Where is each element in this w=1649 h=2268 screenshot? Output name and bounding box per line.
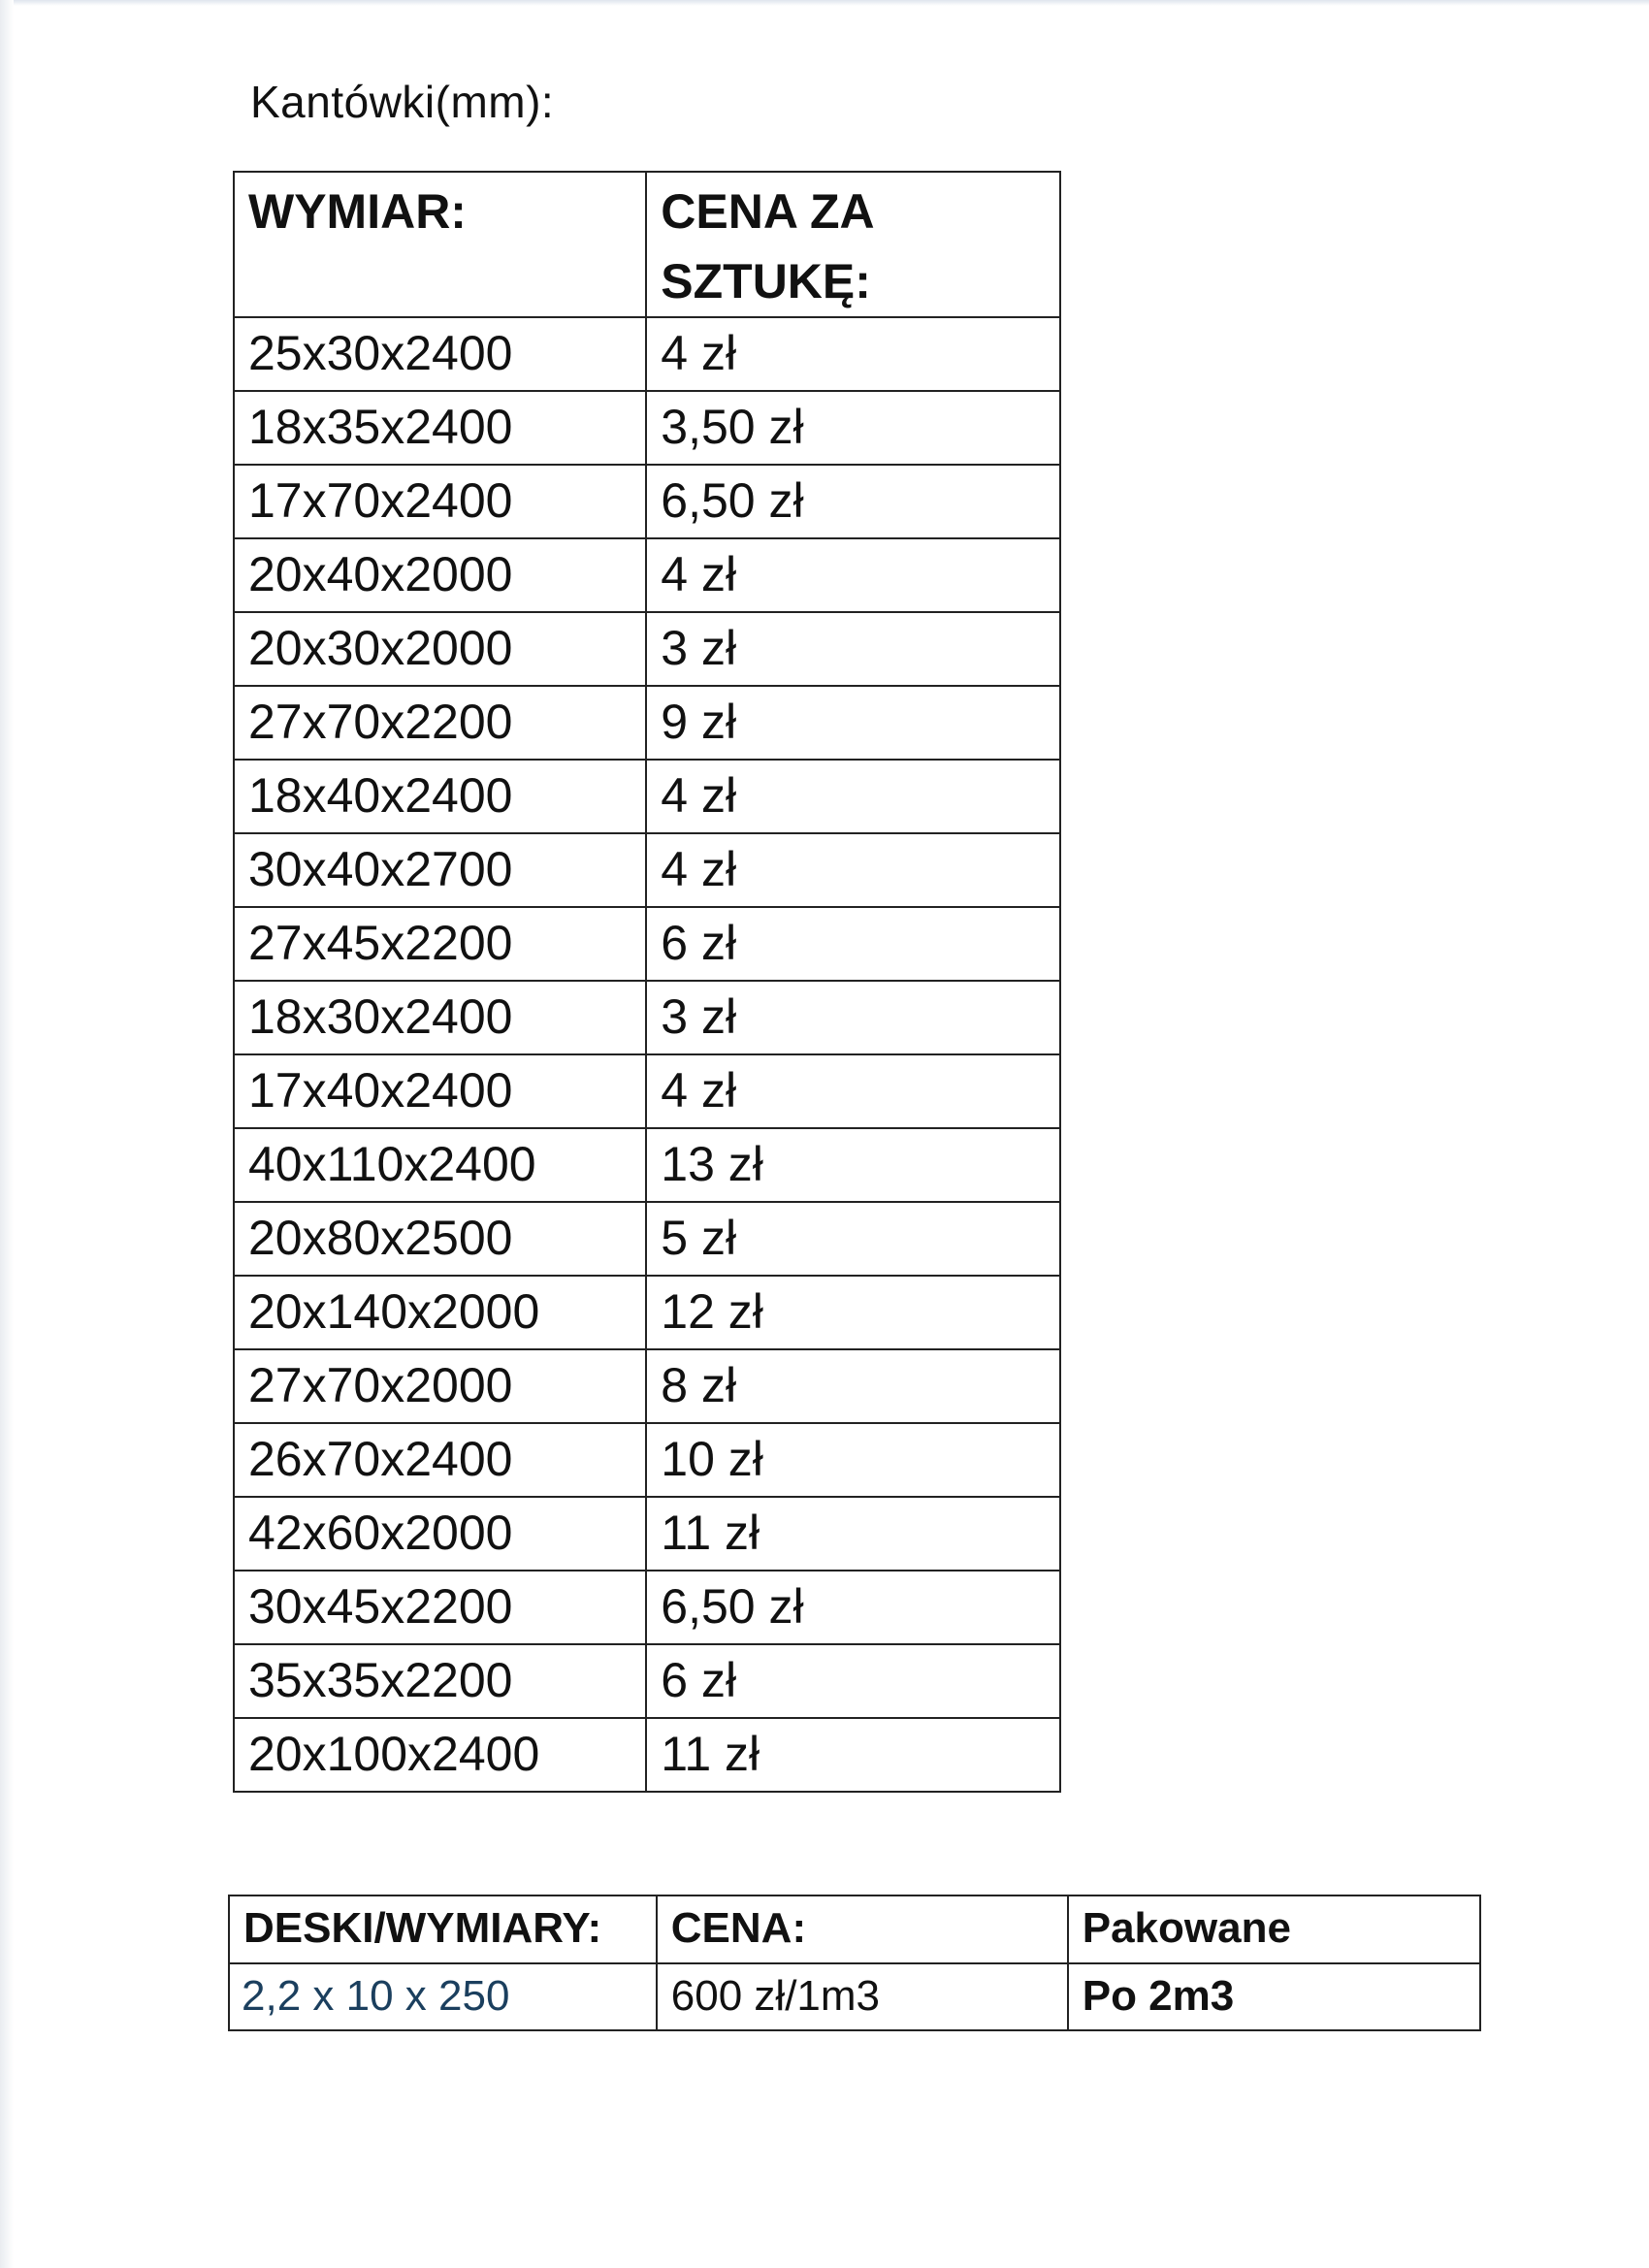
table-row [234, 1423, 1060, 1497]
price-cell: 11 zł [646, 1497, 1060, 1571]
price-cell: 6,50 zł [646, 465, 1060, 538]
table-row [234, 1497, 1060, 1571]
deski-packed-cell: Po 2m3 [1068, 1963, 1480, 2030]
deski-dimensions-header: DESKI/WYMIARY: [229, 1895, 657, 1963]
price-cell: 11 zł [646, 1718, 1060, 1792]
table-row [234, 391, 1060, 465]
price-cell: 4 zł [646, 760, 1060, 833]
price-cell: 3,50 zł [646, 391, 1060, 465]
dimension-cell: 30x45x2200 [234, 1571, 646, 1644]
scan-edge-top [0, 0, 1649, 6]
price-header-line2: SZTUKĘ: [661, 254, 871, 308]
dimension-cell: 20x30x2000 [234, 612, 646, 686]
dimension-cell: 27x70x2200 [234, 686, 646, 760]
price-header-line1: CENA ZA [661, 184, 875, 239]
deski-header-row [229, 1895, 1480, 1963]
price-header [646, 172, 1060, 317]
table-row [234, 686, 1060, 760]
table-row [234, 317, 1060, 391]
price-cell: 6 zł [646, 1644, 1060, 1718]
table-row [234, 981, 1060, 1054]
dimension-cell: 30x40x2700 [234, 833, 646, 907]
price-cell: 4 zł [646, 317, 1060, 391]
dimension-cell: 40x110x2400 [234, 1128, 646, 1202]
scan-edge-left [0, 0, 14, 2268]
table-row [234, 760, 1060, 833]
dimension-cell: 17x40x2400 [234, 1054, 646, 1128]
table-row [234, 1571, 1060, 1644]
table-row [234, 612, 1060, 686]
price-cell: 5 zł [646, 1202, 1060, 1276]
deski-price-cell: 600 zł/1m3 [657, 1963, 1068, 2030]
price-cell: 6,50 zł [646, 1571, 1060, 1644]
table-row [234, 1128, 1060, 1202]
table-row [234, 907, 1060, 981]
dimension-cell: 42x60x2000 [234, 1497, 646, 1571]
price-cell: 12 zł [646, 1276, 1060, 1349]
price-cell: 3 zł [646, 612, 1060, 686]
dimension-cell: 35x35x2200 [234, 1644, 646, 1718]
price-cell: 4 zł [646, 833, 1060, 907]
dimension-cell: 20x80x2500 [234, 1202, 646, 1276]
table-row [234, 465, 1060, 538]
price-cell: 6 zł [646, 907, 1060, 981]
dimension-cell: 27x70x2000 [234, 1349, 646, 1423]
dimension-cell: 27x45x2200 [234, 907, 646, 981]
price-cell: 4 zł [646, 538, 1060, 612]
deski-price-header: CENA: [657, 1895, 1068, 1963]
dimension-header: WYMIAR: [234, 172, 646, 317]
table-row [234, 1349, 1060, 1423]
kantowki-price-table [233, 171, 1061, 1793]
price-cell: 9 zł [646, 686, 1060, 760]
table-header-row [234, 172, 1060, 317]
page-title: Kantówki(mm): [250, 77, 555, 127]
dimension-cell: 20x100x2400 [234, 1718, 646, 1792]
deski-row [229, 1963, 1480, 2030]
price-cell: 8 zł [646, 1349, 1060, 1423]
dimension-cell: 25x30x2400 [234, 317, 646, 391]
deski-packed-header: Pakowane [1068, 1895, 1480, 1963]
table-row [234, 1276, 1060, 1349]
table-row [234, 1054, 1060, 1128]
dimension-cell: 17x70x2400 [234, 465, 646, 538]
table-row [234, 833, 1060, 907]
dimension-cell: 18x35x2400 [234, 391, 646, 465]
price-cell: 3 zł [646, 981, 1060, 1054]
price-cell: 13 zł [646, 1128, 1060, 1202]
deski-price-table [228, 1895, 1481, 2031]
table-row [234, 538, 1060, 612]
dimension-cell: 20x40x2000 [234, 538, 646, 612]
kantowki-table-body [234, 317, 1060, 1792]
dimension-cell: 18x30x2400 [234, 981, 646, 1054]
dimension-cell: 18x40x2400 [234, 760, 646, 833]
table-row [234, 1718, 1060, 1792]
deski-dimensions-cell: 2,2 x 10 x 250 [229, 1963, 657, 2030]
price-cell: 4 zł [646, 1054, 1060, 1128]
table-row [234, 1202, 1060, 1276]
price-cell: 10 zł [646, 1423, 1060, 1497]
table-row [234, 1644, 1060, 1718]
dimension-cell: 26x70x2400 [234, 1423, 646, 1497]
dimension-cell: 20x140x2000 [234, 1276, 646, 1349]
